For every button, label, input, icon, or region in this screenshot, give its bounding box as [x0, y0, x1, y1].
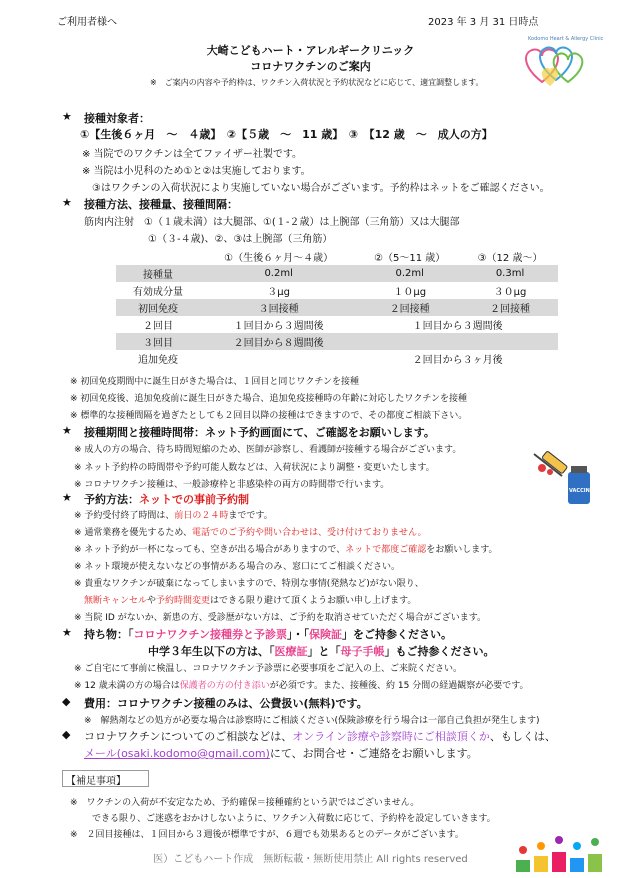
section2-heading: 接種方法、接種量、接種間隔： — [84, 198, 238, 211]
section1-note: ③はワクチンの入荷状況により実施していない場合がございます。予約枠はネットをご確認ください。 — [92, 183, 550, 194]
table-cell: ２回接種 — [462, 299, 558, 316]
section1-note: ※ 当院でのワクチンは全てファイザー社製です。 — [82, 149, 303, 160]
section1-heading: 接種対象者： — [84, 112, 150, 125]
reservation-note — [74, 508, 273, 521]
logo-text: Kodomo Heart & Allergy Clinic — [528, 36, 604, 42]
title-note: ※ ご案内の内容や予約枠は、ワクチン入荷状況と予約状況などに応じて、適宜調整します。 — [150, 78, 484, 87]
heading-text: 」をご持参ください。 — [341, 628, 452, 641]
section2-note: ※ 初回免疫後、追加免疫前に誕生日がきた場合、追加免疫接種時の年齢に対応したワクチンを接種 — [70, 394, 467, 404]
contact-text-part: 、もしくは、 — [489, 730, 556, 743]
table-cell: １０μg — [357, 282, 462, 299]
table-header-row — [116, 248, 558, 265]
injection-method: 筋肉内注射 ①（１歳未満）は大腿部、①(１-２歳）は上腕部（三角筋）又は大腿部 — [84, 217, 460, 228]
heading-text: 」と「 — [307, 645, 341, 658]
table-header: ①（生後６ヶ月～４歳） — [200, 248, 357, 265]
supplement-note: できる限り、ご迷惑をおかけしないように、ワクチン入荷数に応じて、予約枠を設定していきます。 — [92, 814, 496, 824]
note-text: をお願いします。 — [426, 545, 498, 555]
note-text: までです。 — [228, 511, 273, 521]
section5-bullet: ★ — [62, 626, 72, 639]
table-header — [116, 248, 200, 265]
heading-text: 中学３年生以下の方は、「 — [148, 645, 275, 658]
note-text: が必須です。また、接種後、約 15 分間の経過観察が必要です。 — [269, 681, 529, 691]
clinic-title: 大崎こどもハート・アレルギークリニック — [206, 44, 415, 57]
heading-text: 」・「 — [286, 628, 309, 641]
vaccine-label: VACCINE — [569, 488, 594, 494]
section4-heading-text: 予約方法： — [84, 493, 139, 506]
recipient-label: ご利用者様へ — [57, 17, 117, 28]
heading-text: 持ち物：「 — [84, 628, 134, 641]
table-row — [116, 333, 558, 350]
reservation-note: ※ 当院 ID がないか、新患の方、受診歴がない方は、ご予約を取消させていただく場合がございます。 — [74, 613, 486, 623]
table-cell: 0.2ml — [200, 265, 357, 282]
contact-email-link[interactable]: メール(osaki.kodomo@gmail.com) — [84, 747, 270, 760]
table-row — [116, 265, 558, 282]
section4-heading-highlight: ネットでの事前予約制 — [139, 493, 249, 506]
supplement-note: ※ ワクチンの入荷が不安定なため、予約確保＝接種確約という訳ではございません。 — [70, 798, 420, 808]
table-cell: 0.2ml — [357, 265, 462, 282]
reservation-note — [74, 542, 498, 555]
table-cell: 初回免疫 — [116, 299, 200, 316]
reservation-note — [74, 525, 427, 538]
section4-bullet: ★ — [62, 491, 72, 504]
section3-note: ※ ネット予約枠の時間帯や予約可能人数などは、入荷状況により調整・変更いたします。 — [74, 463, 435, 473]
section3-note: ※ 成人の方の場合、待ち時間短縮のため、医師が診察し、看護師が接種する場合がございます。 — [74, 445, 462, 455]
note-text: はできる限り避けて頂くようお願い申し上げます。 — [210, 596, 417, 606]
table-row — [116, 299, 558, 316]
table-cell: ３μg — [200, 282, 357, 299]
table-cell: ３回目 — [116, 333, 200, 350]
section2-bullet: ★ — [62, 196, 72, 209]
section3-heading: 接種期間と接種時間帯：ネット予約画面にて、ご確認をお願いします。 — [84, 426, 435, 439]
reservation-note: ※ 貴重なワクチンが破棄になってしまいますので、特別な事情(発熱など)がない限り、 — [74, 579, 424, 589]
section3-bullet: ★ — [62, 424, 72, 437]
reservation-note — [84, 593, 416, 606]
note-highlight: 無断キャンセル — [84, 596, 148, 606]
vaccine-illustration — [528, 446, 598, 512]
heading-highlight: コロナワクチン接種券と予診票 — [133, 628, 287, 641]
section1-note: ※ 当院は小児科のため①と②は実施しております。 — [82, 166, 311, 177]
note-text: や — [147, 596, 157, 606]
belongings-note: ※ ご自宅にて事前に検温し、コロナワクチン予診票に必要事項をご記入の上、ご来院ください。 — [74, 664, 462, 674]
table-header: ③（12 歳～） — [462, 248, 558, 265]
table-header: ②（5～11 歳） — [357, 248, 462, 265]
table-cell: ２回接種 — [357, 299, 462, 316]
contact-email-line — [84, 745, 478, 761]
table-row — [116, 350, 558, 367]
note-text: ※ 12 歳未満の方の場合は — [74, 681, 180, 691]
date-label: 2023 年 3 月 31 日時点 — [428, 17, 539, 28]
supplement-title: 【補足事項】 — [66, 776, 126, 787]
note-highlight: 電話でのご予約や問い合わせは、受け付けておりません。 — [192, 528, 427, 538]
section7-bullet: ◆ — [62, 728, 71, 741]
heading-highlight: 母子手帳 — [340, 645, 385, 658]
note-highlight: ネットで都度ご確認 — [345, 545, 427, 555]
section5-subheading — [148, 643, 495, 659]
section2-note: ※ 標準的な接種間隔を過ぎたとしても２回目以降の接種はできますので、その都度ご相談下さい。 — [70, 411, 468, 421]
table-row — [116, 316, 558, 333]
section3-note: ※ コロナワクチン接種は、一般診療枠と非感染枠の両方の時間帯で行います。 — [74, 480, 390, 490]
note-text: ※ 予約受付終了時間は、 — [74, 511, 175, 521]
note-highlight: 予約時間変更 — [156, 596, 211, 606]
table-row — [116, 282, 558, 299]
table-cell: ２回目から３ヶ月後 — [357, 350, 558, 367]
injection-method: ①（３-４歳)、②、③は上腕部（三角筋） — [148, 234, 333, 245]
table-cell: 接種量 — [116, 265, 200, 282]
footer-copyright: 医）こどもハート作成 無断転載・無断使用禁止 All rights reserved — [153, 854, 468, 865]
section5-heading — [84, 626, 452, 642]
supplement-note: ※ ２回目接種は、１回目から３週後が標準ですが、６週でも効果あるとのデータがございます。 — [70, 830, 464, 840]
cost-note: ※ 解熱剤などの処方が必要な場合は診察時にご相談ください(保険診療を行う場合は一部自己負担が発生します) — [84, 716, 540, 726]
note-text: ※ ネット予約が一杯になっても、空きが出る場合がありますので、 — [74, 545, 346, 555]
table-cell: 0.3ml — [462, 265, 558, 282]
table-cell: 追加免疫 — [116, 350, 200, 367]
section6-bullet: ◆ — [62, 695, 71, 708]
reservation-note: ※ ネット環境が使えないなどの事情がある場合のみ、窓口にてご相談ください。 — [74, 562, 400, 572]
table-cell: ２回目から８週間後 — [200, 333, 357, 350]
page-subtitle: コロナワクチンのご案内 — [250, 60, 371, 73]
table-cell — [200, 350, 357, 367]
table-cell: ２回目 — [116, 316, 200, 333]
note-highlight: 保護者の方の付き添い — [179, 681, 270, 691]
heading-text: 」もご持参ください。 — [384, 645, 495, 658]
heading-highlight: 医療証 — [274, 645, 308, 658]
section6-heading: 費用：コロナワクチン接種のみは、公費扱い(無料)です。 — [84, 697, 368, 710]
table-cell: １回目から３週間後 — [200, 316, 357, 333]
contact-text — [84, 728, 556, 744]
belongings-note — [74, 678, 528, 691]
table-cell: ３回接種 — [200, 299, 357, 316]
table-cell — [357, 333, 558, 350]
table-cell: ３０μg — [462, 282, 558, 299]
target-ages: ①【生後６ヶ月 ～ ４歳】 ②【５歳 ～ 11 歳】 ③ 【12 歳 ～ 成人の方】 — [80, 128, 493, 141]
contact-text-part: にて、お問合せ・ご連絡をお願いします。 — [269, 747, 478, 760]
heading-highlight: 保険証 — [308, 628, 342, 641]
children-illustration — [514, 822, 604, 872]
section1-bullet: ★ — [62, 110, 72, 123]
contact-text-part: コロナワクチンについてのご相談などは、 — [84, 730, 293, 743]
table-cell: １回目から３週間後 — [357, 316, 558, 333]
table-cell: 有効成分量 — [116, 282, 200, 299]
contact-highlight: オンライン診療や診察時にご相談頂くか — [292, 730, 490, 743]
note-text: ※ 通常業務を優先するため、 — [74, 528, 193, 538]
section2-note: ※ 初回免疫期間中に誕生日がきた場合は、１回目と同じワクチンを接種 — [70, 377, 359, 387]
note-highlight: 前日の２４時 — [174, 511, 229, 521]
section4-heading — [84, 491, 249, 507]
vaccine-table — [116, 248, 558, 367]
